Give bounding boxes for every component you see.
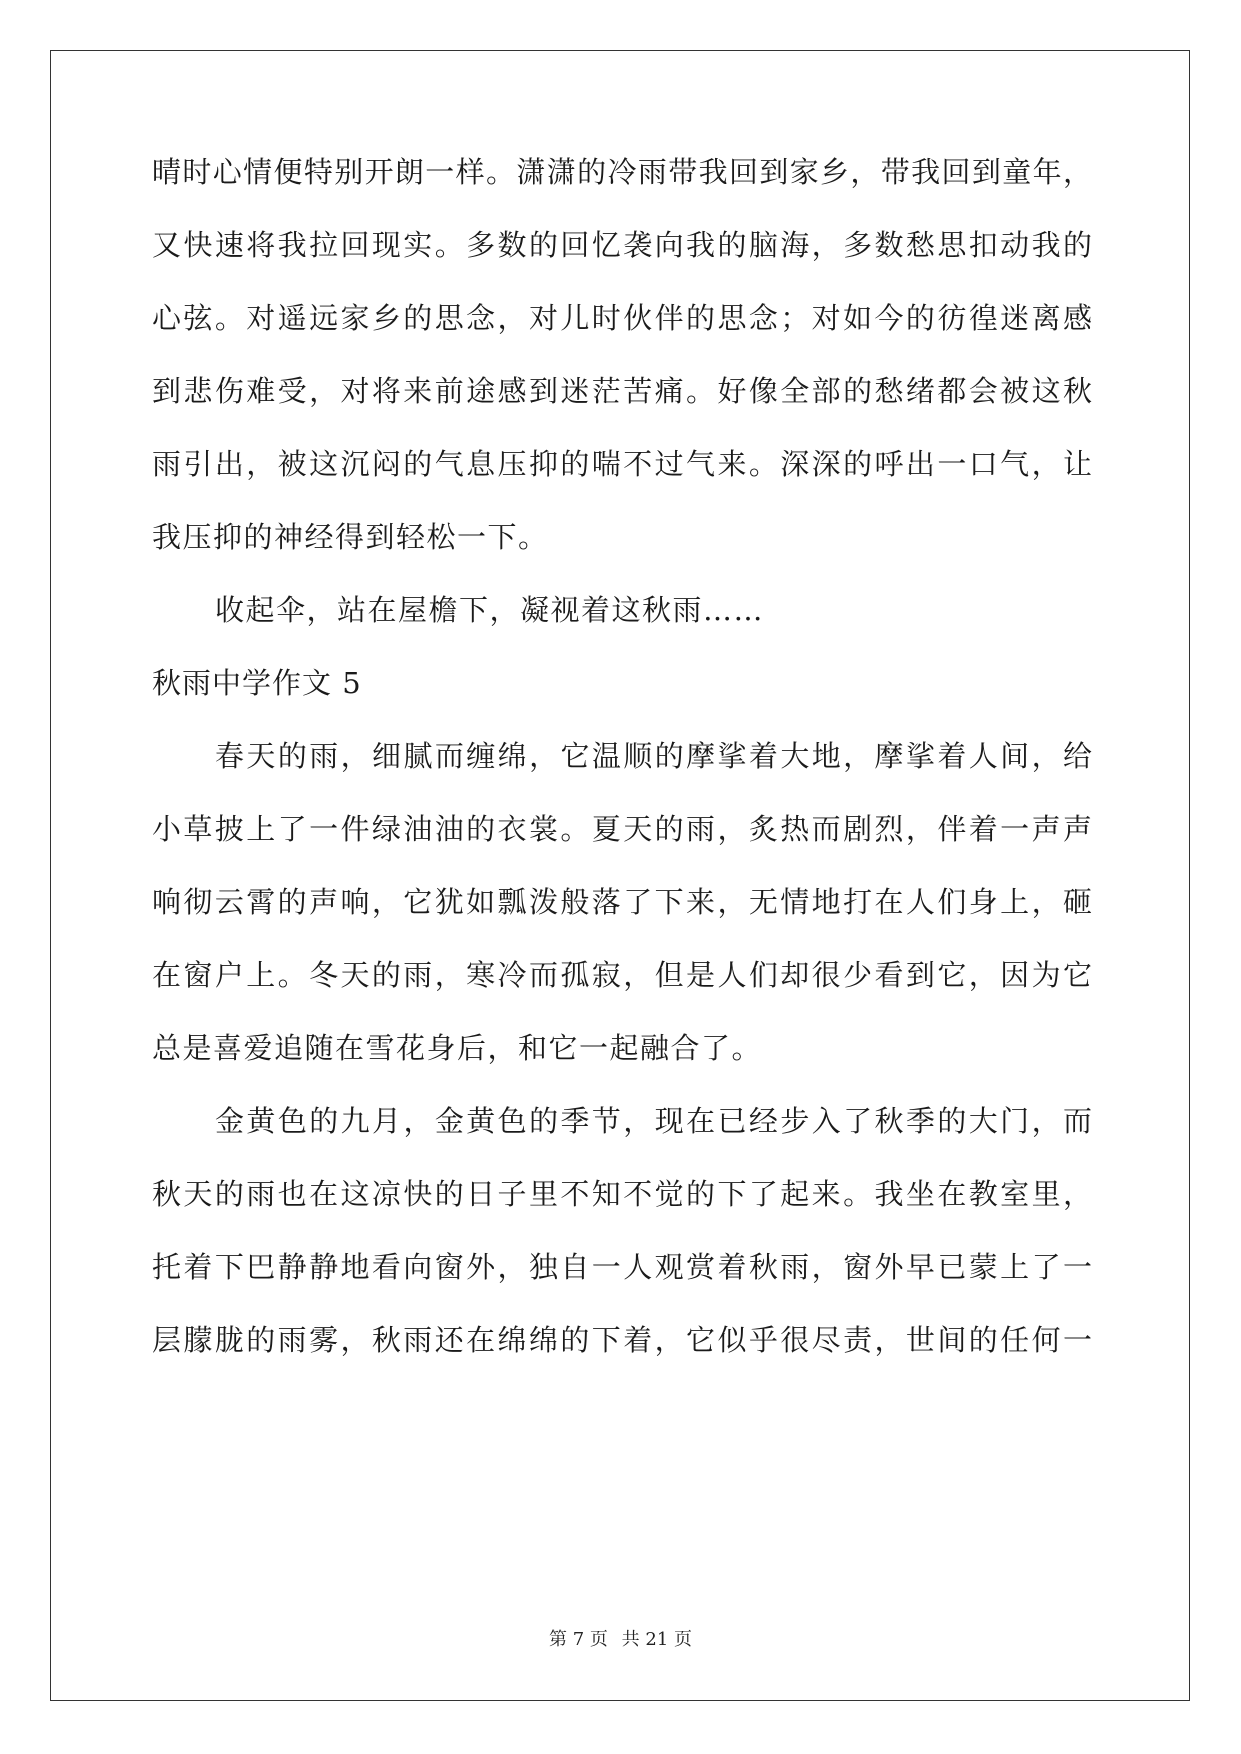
paragraph-line: 晴时心情便特别开朗一样。潇潇的冷雨带我回到家乡，带我回到童年， (152, 155, 1092, 189)
section-title: 秋雨中学作文 5 (152, 666, 362, 700)
paragraph-line: 小草披上了一件绿油油的衣裳。夏天的雨，炙热而剧烈，伴着一声声 (152, 812, 1092, 846)
paragraph-line: 响彻云霄的声响，它犹如瓢泼般落了下来，无情地打在人们身上，砸 (152, 885, 1092, 919)
page-footer (0, 1625, 1241, 1651)
page-number-current: 第 7 页 (549, 1629, 608, 1650)
paragraph-line: 层朦胧的雨雾，秋雨还在绵绵的下着，它似乎很尽责，世间的任何一 (152, 1323, 1092, 1357)
paragraph-line: 总是喜爱追随在雪花身后，和它一起融合了。 (152, 1031, 763, 1065)
paragraph-line: 心弦。对遥远家乡的思念，对儿时伙伴的思念；对如今的彷徨迷离感 (152, 301, 1092, 335)
paragraph-line: 在窗户上。冬天的雨，寒冷而孤寂，但是人们却很少看到它，因为它 (152, 958, 1092, 992)
paragraph-line: 托着下巴静静地看向窗外，独自一人观赏着秋雨，窗外早已蒙上了一 (152, 1250, 1092, 1284)
paragraph-line: 收起伞，站在屋檐下，凝视着这秋雨…… (215, 593, 765, 627)
paragraph-line: 到悲伤难受，对将来前途感到迷茫苦痛。好像全部的愁绪都会被这秋 (152, 374, 1092, 408)
paragraph-line: 又快速将我拉回现实。多数的回忆袭向我的脑海，多数愁思扣动我的 (152, 228, 1092, 262)
page-number-total: 共 21 页 (621, 1629, 692, 1650)
paragraph-line: 春天的雨，细腻而缠绵，它温顺的摩挲着大地，摩挲着人间，给 (215, 739, 1092, 773)
paragraph-line: 秋天的雨也在这凉快的日子里不知不觉的下了起来。我坐在教室里， (152, 1177, 1092, 1211)
paragraph-line: 雨引出，被这沉闷的气息压抑的喘不过气来。深深的呼出一口气，让 (152, 447, 1092, 481)
paragraph-line: 我压抑的神经得到轻松一下。 (152, 520, 549, 554)
paragraph-line: 金黄色的九月，金黄色的季节，现在已经步入了秋季的大门，而 (215, 1104, 1092, 1138)
